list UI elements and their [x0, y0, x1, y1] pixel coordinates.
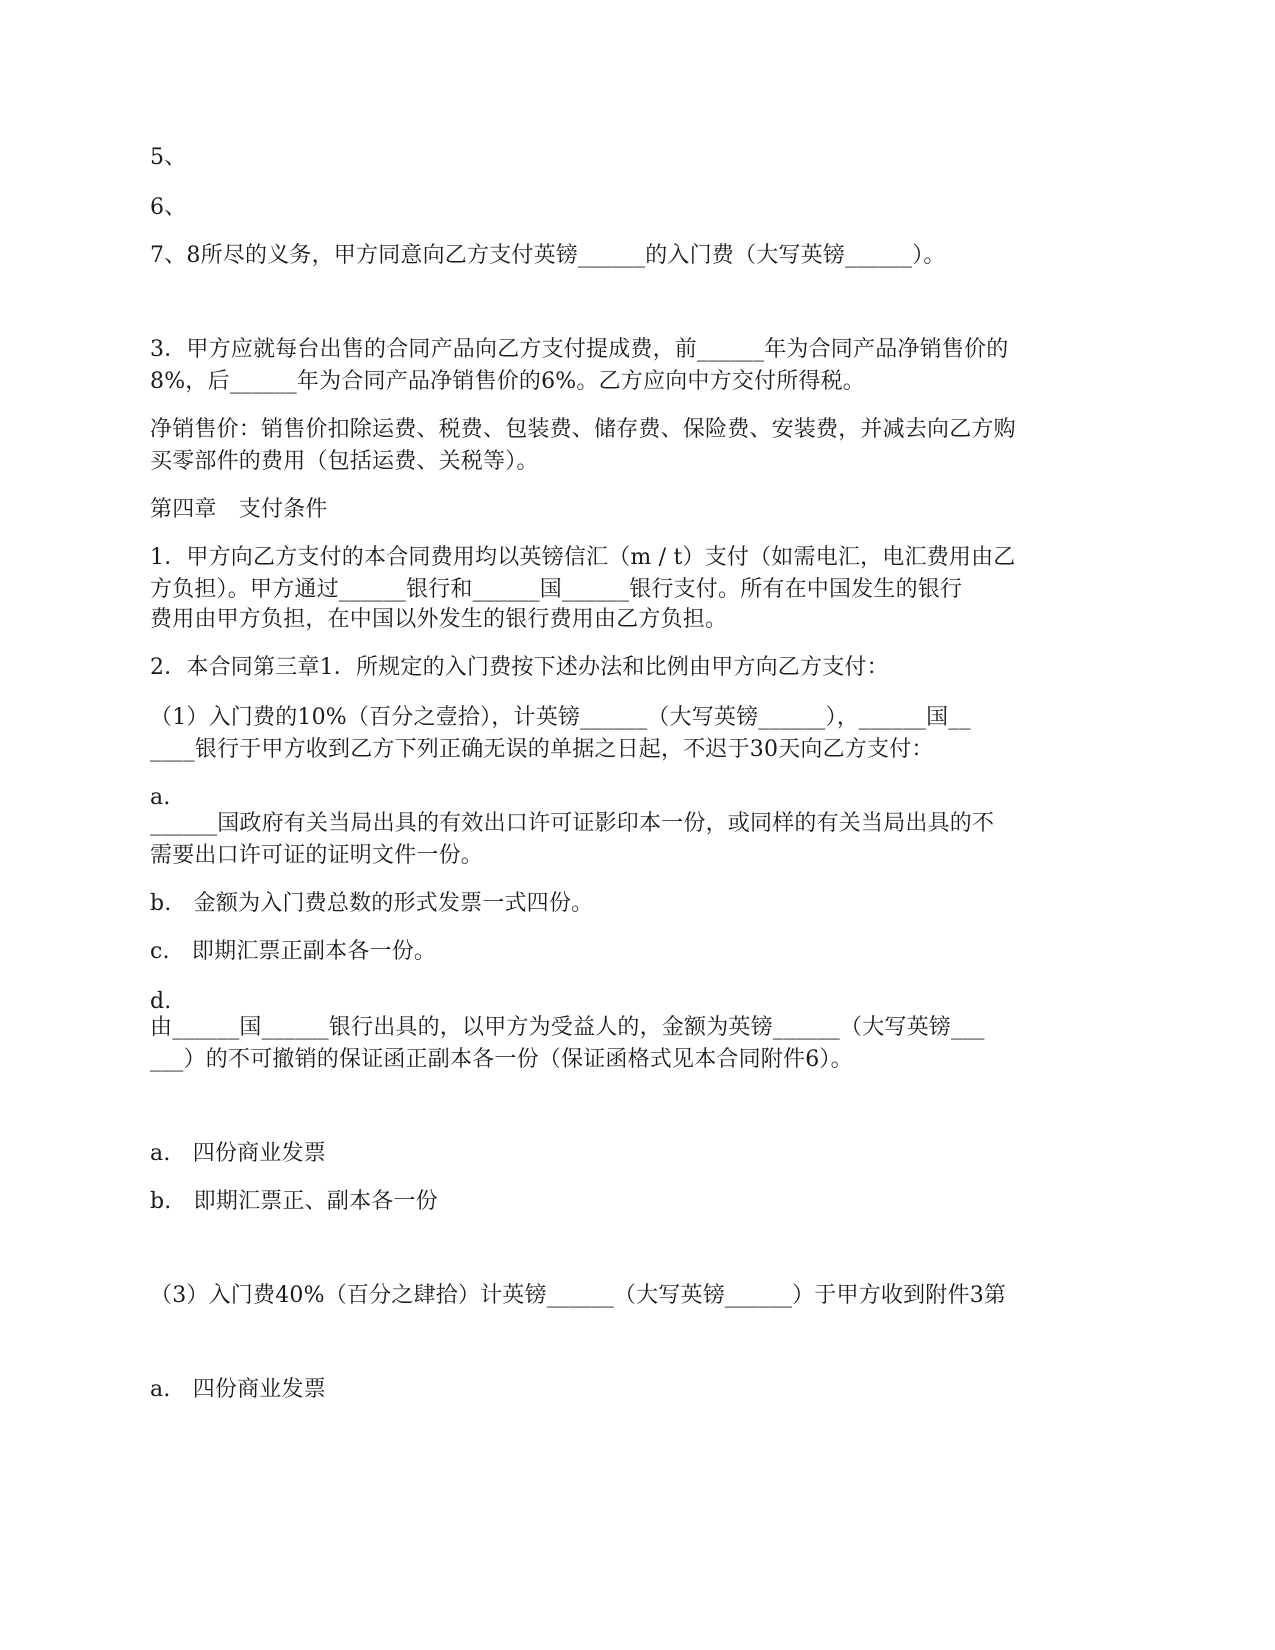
text-line: 3．甲方应就每台出售的合同产品向乙方支付提成费，前______年为合同产品净销售价的	[150, 337, 1009, 362]
text-line: ______国政府有关当局出具的有效出口许可证影印本一份，或同样的有关当局出具的不	[150, 811, 995, 836]
text-line: a. 四份商业发票	[150, 1141, 326, 1166]
text-line: b. 金额为入门费总数的形式发票一式四份。	[150, 891, 594, 916]
chapter-heading: 第四章 支付条件	[150, 497, 328, 522]
text-line: 6、	[150, 195, 187, 220]
text-line: 1．甲方向乙方支付的本合同费用均以英镑信汇（m / t）支付（如需电汇，电汇费用由乙	[150, 545, 1016, 570]
text-line: （1）入门费的10%（百分之壹拾），计英镑______（大写英镑______），______国__	[150, 705, 971, 730]
text-line: 5、	[150, 145, 187, 170]
text-line: （3）入门费40%（百分之肆拾）计英镑______（大写英镑______）于甲方收到附件3第	[150, 1283, 1007, 1308]
text-line: ____银行于甲方收到乙方下列正确无误的单据之日起，不迟于30天向乙方支付：	[150, 737, 934, 762]
text-line: 由______国______银行出具的，以甲方为受益人的，金额为英镑______（大写英镑___	[150, 1015, 985, 1040]
text-line: 方负担）。甲方通过______银行和______国______银行支付。所有在中国发生的银行	[150, 577, 963, 602]
text-line: d.	[150, 989, 172, 1014]
text-line: a. 四份商业发票	[150, 1377, 326, 1402]
text-line: 费用由甲方负担，在中国以外发生的银行费用由乙方负担。	[150, 607, 728, 632]
text-line: b. 即期汇票正、副本各一份	[150, 1189, 438, 1214]
text-line: a.	[150, 785, 171, 810]
text-line: 8%，后______年为合同产品净销售价的6%。乙方应向中方交付所得税。	[150, 369, 866, 394]
text-line: 7、8所尽的义务，甲方同意向乙方支付英镑______的入门费（大写英镑______）。	[150, 243, 946, 268]
text-line: ___）的不可撤销的保证函正副本各一份（保证函格式见本合同附件6）。	[150, 1047, 853, 1072]
text-line: c. 即期汇票正副本各一份。	[150, 939, 437, 964]
text-line: 需要出口许可证的证明文件一份。	[150, 843, 484, 868]
text-line: 2．本合同第三章1．所规定的入门费按下述办法和比例由甲方向乙方支付：	[150, 655, 889, 680]
text-line: 买零部件的费用（包括运费、关税等）。	[150, 449, 539, 474]
text-line: 净销售价：销售价扣除运费、税费、包装费、储存费、保险费、安装费，并减去向乙方购	[150, 417, 1016, 442]
document-page	[150, 0, 1125, 1650]
